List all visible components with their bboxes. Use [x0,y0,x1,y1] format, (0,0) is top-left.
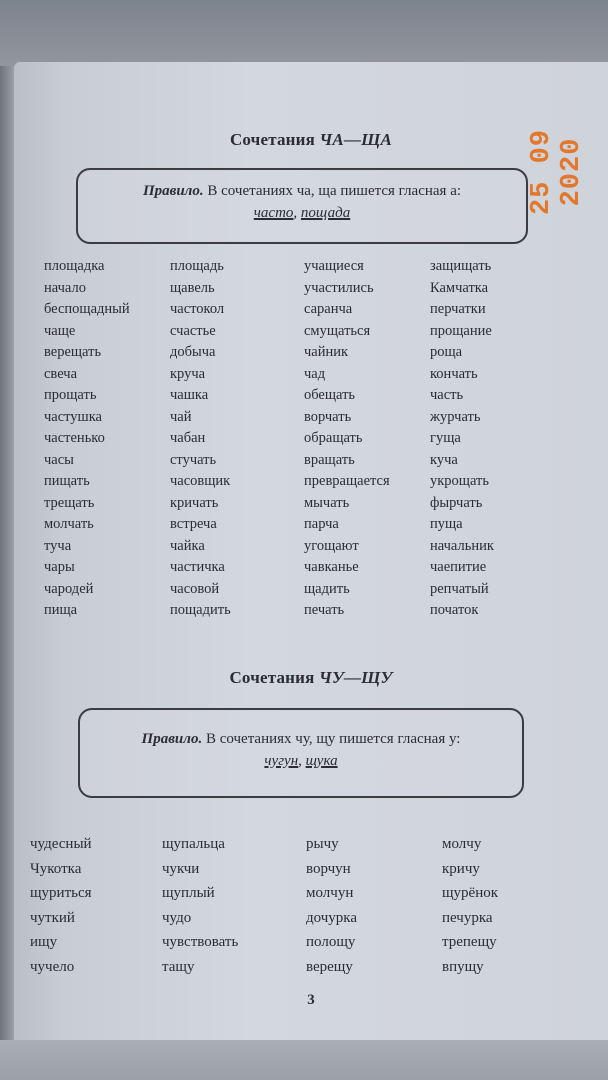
section2-word-grid [30,832,590,982]
word-item: чабан [170,430,206,446]
word-item: защищать [430,258,492,274]
word-item: верещать [44,344,102,360]
word-item: превращается [304,473,390,489]
word-item: чучело [30,958,75,975]
word-item: щавель [170,279,215,296]
word-item: тащу [162,958,195,975]
word-item: обещать [304,387,356,403]
word-item: частенько [44,430,105,446]
word-item: чары [44,559,75,575]
section1-rule-box [76,168,528,244]
word-item: вращать [304,451,355,468]
word-item: чайник [304,344,349,360]
word-item: участились [304,279,374,296]
word-item: счастье [170,322,216,339]
word-item: печурка [442,909,493,926]
word-item: чукчи [162,860,200,877]
section2-rule-box [78,708,524,798]
word-item: молчу [442,836,482,852]
word-item: кричать [170,494,219,511]
word-item: чай [170,408,192,425]
word-item: щурёнок [442,885,499,901]
word-item: щуплый [162,885,215,901]
word-item: угощают [304,537,359,554]
word-item: чайка [170,537,205,554]
word-item: частичка [170,559,225,575]
word-item: частокол [170,301,225,317]
date-stamp-text: 25 09 2020 [527,129,587,216]
word-item: журчать [430,408,481,425]
word-item: кричу [442,860,480,877]
left-page-edge [0,66,14,1052]
word-item: гуща [430,430,461,446]
word-item: щадить [304,580,350,597]
word-item: Чукотка [30,860,82,877]
word-item: рычу [306,836,339,852]
word-item: часы [44,451,74,468]
word-item: пищать [44,473,90,489]
section1-column-4 [430,256,494,622]
word-item: роща [430,344,463,360]
word-item: добыча [170,344,216,360]
word-item: частушка [44,408,102,425]
word-item: чавканье [304,559,359,575]
word-item: чуткий [30,909,75,926]
word-item: ворчать [304,408,352,425]
word-item: начальник [430,537,494,554]
word-item: саранча [304,301,353,317]
word-item: прощание [430,322,492,339]
word-item: площадка [44,258,105,274]
page-number: 3 [307,992,315,1008]
section1-word-grid [44,256,584,626]
word-item: молчун [306,885,354,901]
section2-column-2 [162,832,238,979]
word-item: мычать [304,494,350,511]
word-item: ищу [30,934,58,950]
word-item: прощать [44,387,97,403]
section1-column-3 [304,256,390,622]
background-bottom [0,1040,608,1080]
word-item: дочурка [306,909,358,926]
word-item: часть [430,387,464,403]
word-item: чародей [44,580,94,597]
word-item: смущаться [304,322,371,339]
word-item: фырчать [430,494,483,511]
word-item: трепещу [442,934,497,950]
word-item: куча [430,451,458,468]
word-item: беспощадный [44,301,130,317]
section2-rule-examples: чугун, щука [264,753,338,769]
word-item: молчать [44,516,94,532]
word-item: полощу [306,934,356,950]
word-item: стучать [170,451,217,468]
word-item: щуриться [30,885,92,901]
section1-title: Сочетания ЧА—ЩА [229,130,393,149]
word-item: ворчун [306,860,351,877]
section1-rule-examples: часто, пощада [253,205,351,221]
word-item: пощадить [170,602,231,618]
word-item: чаепитие [430,559,487,575]
word-item: трещать [44,494,95,511]
word-item: чашка [170,387,209,403]
section1-rule-text: Правило. В сочетаниях ча, ща пишется гласная а: [142,183,462,199]
word-item: туча [44,537,72,554]
date-stamp [527,72,590,242]
word-item: початок [430,602,479,618]
word-item: круча [170,365,206,382]
word-item: площадь [170,258,224,274]
section2-rule-text: Правило. В сочетаниях чу, щу пишется гласная у: [141,731,461,747]
section2-title: Сочетания ЧУ—ЩУ [229,668,393,687]
book-page [14,62,608,1052]
word-item: чудесный [30,836,92,852]
word-item: впущу [442,958,484,975]
word-item: начало [44,279,86,296]
word-item: пуща [430,516,463,532]
word-item: щупальца [162,836,225,852]
word-item: перчатки [430,301,486,317]
word-item: чад [304,365,326,382]
section1-column-1 [44,256,130,622]
word-item: встреча [170,516,217,532]
word-item: чувствовать [162,934,239,950]
word-item: пища [44,602,78,618]
word-item: чаще [44,322,76,339]
section1-column-2 [170,256,231,622]
word-item: часовщик [170,473,231,489]
word-item: кончать [430,365,478,382]
word-item: свеча [44,365,78,382]
word-item: Камчатка [430,279,489,296]
section2-column-4 [442,832,498,979]
section2-column-1 [30,832,92,979]
section2-column-3 [306,832,357,979]
word-item: репчатый [430,580,489,597]
word-item: часовой [170,580,220,597]
word-item: чудо [162,909,192,926]
word-item: укрощать [430,473,489,489]
word-item: парча [304,516,339,532]
word-item: печать [304,602,345,618]
word-item: учащиеся [304,258,364,274]
word-item: верещу [306,958,353,975]
word-item: обращать [304,430,363,446]
